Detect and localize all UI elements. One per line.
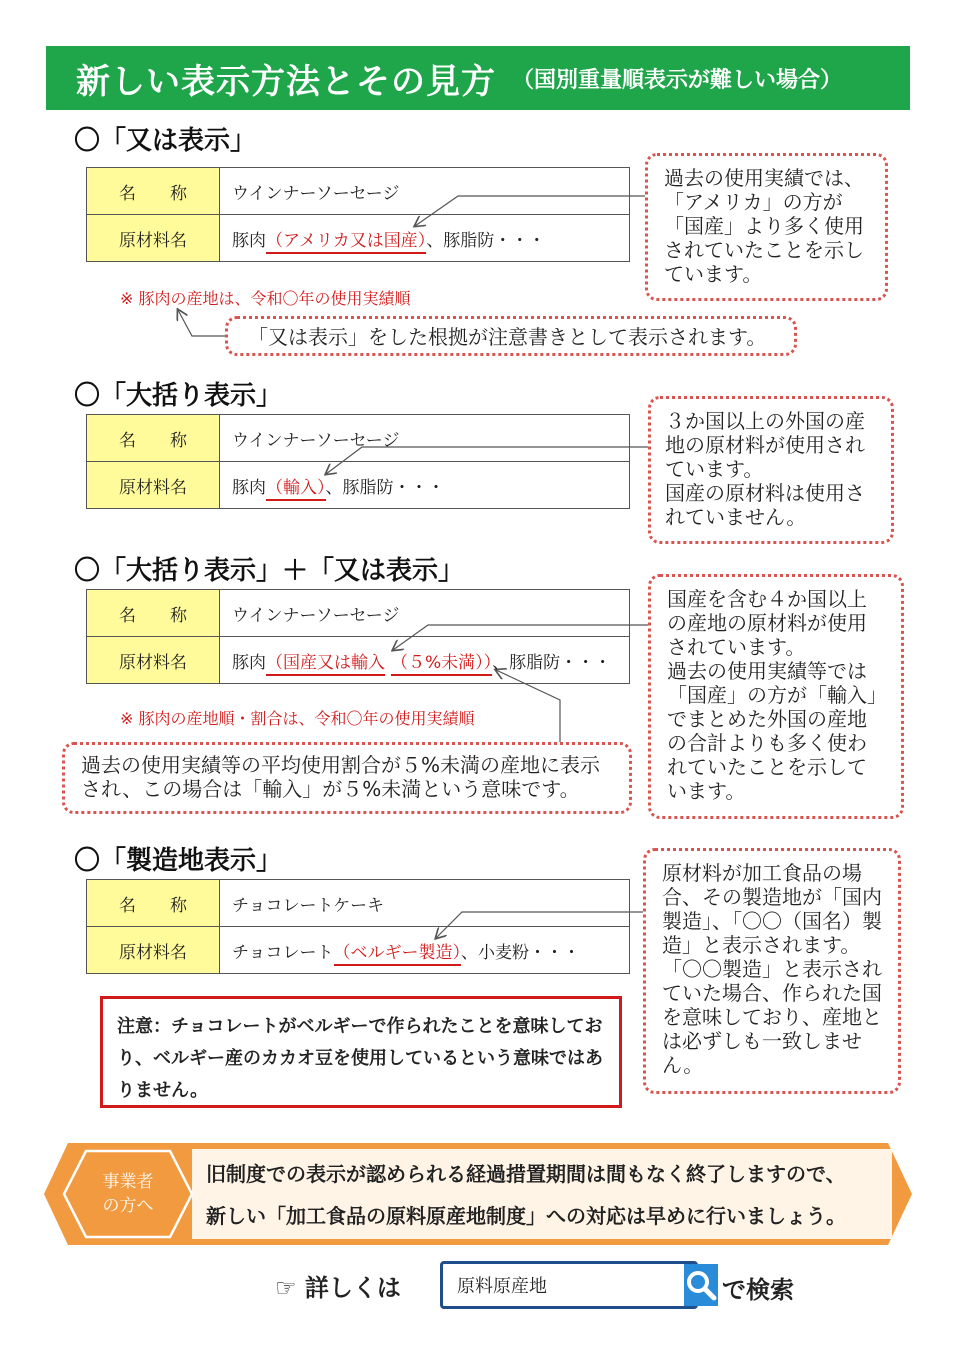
ingredient-name: チョコレート — [232, 942, 334, 963]
callout-box: 「又は表示」をした根拠が注意書きとして表示されます。 — [225, 316, 797, 356]
section-title-or: 〇「又は表示」 — [74, 126, 257, 156]
warning-box: 注意：チョコレートがベルギーで作られたことを意味しており、ベルギー産のカカオ豆を使用しているという意味ではありません。 — [100, 996, 622, 1108]
table-row — [87, 215, 630, 262]
search-input[interactable] — [443, 1264, 684, 1306]
search-trail: で検索 — [722, 1276, 794, 1304]
origin-highlight: （輸入） — [266, 478, 326, 501]
section-title-manufacture: 〇「製造地表示」 — [74, 846, 283, 876]
ingredient-name: 豚肉 — [232, 230, 266, 251]
section-title-broad: 〇「大括り表示」 — [74, 381, 283, 411]
table-value: ウインナーソーセージ — [220, 415, 630, 462]
page-subtitle: （国別重量順表示が難しい場合） — [512, 67, 843, 93]
table-value: ウインナーソーセージ — [220, 168, 630, 215]
ingredient-rest: 、小麦粉・・・ — [461, 942, 580, 963]
table-value — [220, 927, 630, 974]
table-row — [87, 637, 630, 684]
table-row — [87, 462, 630, 509]
search-icon — [684, 1268, 718, 1302]
table-head: 名 称 — [87, 880, 220, 927]
search-bar — [440, 1261, 698, 1309]
table-head: 原材料名 — [87, 215, 220, 262]
ingredient-rest: 、豚脂防・・・ — [325, 477, 445, 498]
note-box: 国産を含む４か国以上の産地の原材料が使用されています。 過去の使用実績等では「国産」の方が「輸入」でまとめた外国の産地の合計よりも多く使われていたことを示しています。 — [648, 574, 904, 819]
footnote: ※ 豚肉の産地は、令和〇年の使用実績順 — [120, 289, 411, 308]
table-row — [87, 168, 630, 215]
label-table-manufacture — [86, 879, 630, 974]
label-table-combined — [86, 589, 630, 684]
label-table-or — [86, 167, 630, 262]
table-row — [87, 880, 630, 927]
page-title: 新しい表示方法とその見方 — [76, 61, 496, 102]
table-row — [87, 927, 630, 974]
note-box: ３か国以上の外国の産地の原材料が使用されています。 国産の原材料は使用されていません。 — [648, 396, 894, 544]
table-value: ウインナーソーセージ — [220, 590, 630, 637]
table-value — [220, 215, 630, 262]
table-value: チョコレートケーキ — [220, 880, 630, 927]
table-head: 名 称 — [87, 590, 220, 637]
origin-highlight: （国産又は輸入 — [266, 653, 385, 676]
footnote: ※ 豚肉の産地順・割合は、令和〇年の使用実績順 — [120, 709, 475, 728]
search-lead: ☞ 詳しくは — [275, 1274, 401, 1302]
note-box: 過去の使用実績では、「アメリカ」の方が「国産」より多く使用されていたことを示しています。 — [645, 153, 888, 301]
ingredient-name: 豚肉 — [232, 477, 266, 498]
table-row — [87, 590, 630, 637]
callout-box: 過去の使用実績等の平均使用割合が５%未満の産地に表示され、この場合は「輸入」が５%未満という意味です。 — [62, 742, 632, 814]
table-head: 名 称 — [87, 415, 220, 462]
section-title-combined: 〇「大括り表示」＋「又は表示」 — [74, 556, 465, 586]
origin-highlight: （アメリカ又は国産） — [266, 231, 426, 254]
ingredient-name: 豚肉 — [232, 652, 266, 673]
banner-line-1: 旧制度での表示が認められる経過措置期間は間もなく終了しますので、 — [206, 1162, 846, 1186]
table-value — [220, 637, 630, 684]
banner-tag: 事業者 の方へ — [102, 1172, 154, 1216]
search-button[interactable] — [684, 1264, 718, 1306]
label-table-broad — [86, 414, 630, 509]
banner-line-2: 新しい「加工食品の原料原産地制度」への対応は早めに行いましょう。 — [206, 1204, 846, 1228]
ratio-highlight: （５%未満）） — [391, 653, 492, 676]
origin-highlight: （ベルギー製造） — [334, 943, 462, 966]
note-box: 原材料が加工食品の場合、その製造地が「国内製造」、「〇〇（国名）製造」と表示されます。 「〇〇製造」と表示されていた場合、作られた国を意味しており、産地とは必ずしも一致しません。 — [643, 848, 901, 1094]
table-row — [87, 415, 630, 462]
table-head: 名 称 — [87, 168, 220, 215]
table-value — [220, 462, 630, 509]
table-head: 原材料名 — [87, 462, 220, 509]
table-head: 原材料名 — [87, 637, 220, 684]
ingredient-rest: 、豚脂防・・・ — [426, 230, 546, 251]
table-head: 原材料名 — [87, 927, 220, 974]
ingredient-rest: 、豚脂防・・・ — [492, 652, 612, 673]
